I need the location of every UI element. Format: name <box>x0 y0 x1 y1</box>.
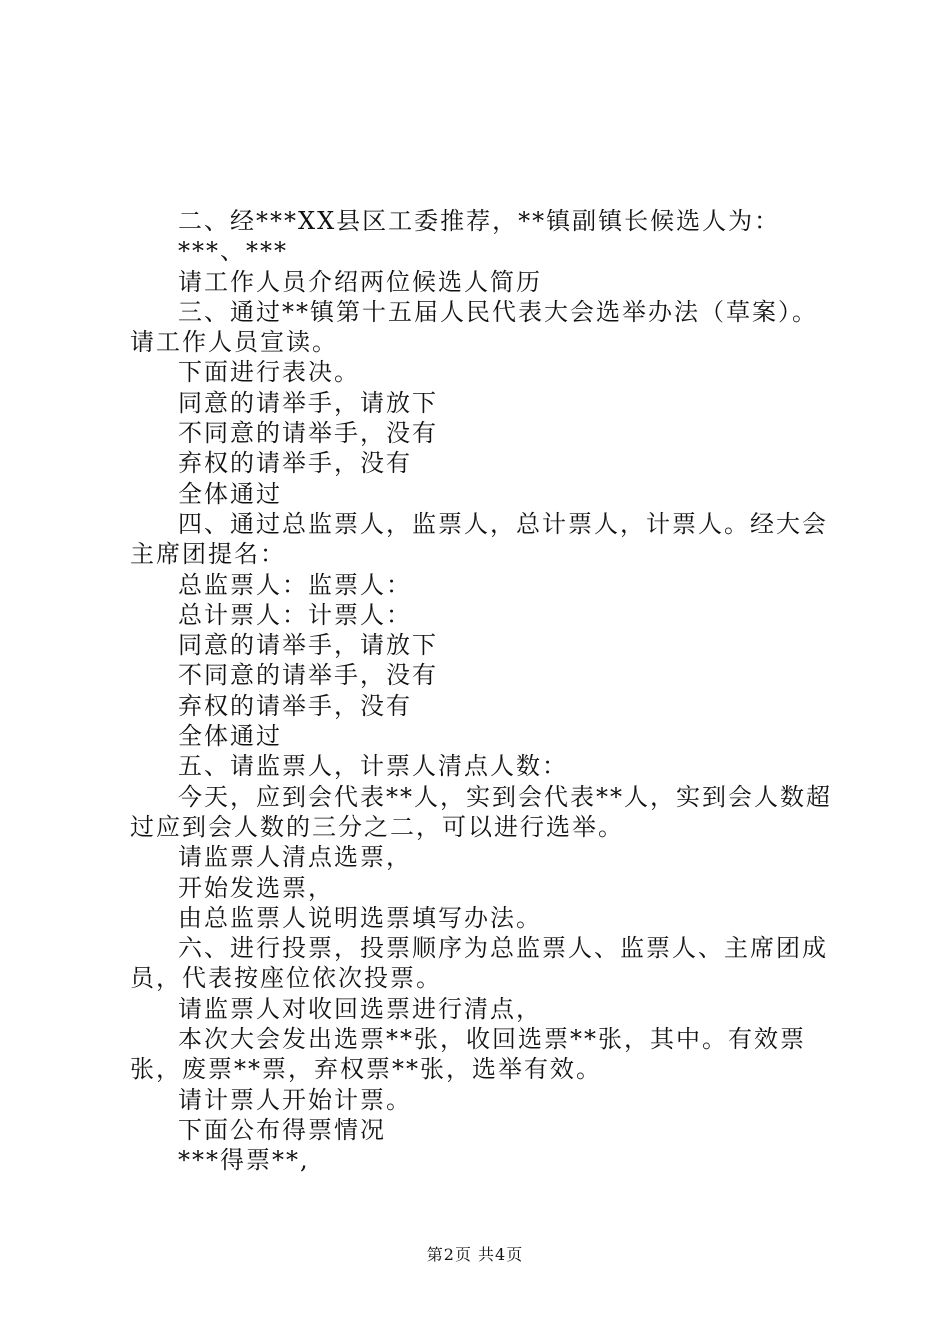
paragraph: 下面公布得票情况 <box>178 1115 386 1144</box>
paragraph: 总监票人：监票人： <box>178 570 412 599</box>
paragraph: 五、请监票人，计票人清点人数： <box>178 752 568 781</box>
paragraph: 二、经***XX县区工委推荐，**镇副镇长候选人为： <box>178 207 781 235</box>
page-footer: 第2页 共4页 <box>426 1245 524 1264</box>
paragraph: 今天，应到会代表**人，实到会代表**人，实到会人数超过应到会人数的三分之二，可以进行选举。 <box>130 782 832 841</box>
paragraph: 同意的请举手，请放下 <box>178 388 438 417</box>
paragraph: 四、通过总监票人，监票人，总计票人，计票人。经大会主席团提名： <box>130 509 828 569</box>
paragraph: 不同意的请举手，没有 <box>178 419 438 448</box>
paragraph: 六、进行投票，投票顺序为总监票人、监票人、主席团成员，代表按座位依次投票。 <box>130 934 828 993</box>
paragraph: 弃权的请举手，没有 <box>178 449 412 478</box>
paragraph: 本次大会发出选票**张，收回选票**张，其中。有效票张，废票**票，弃权票**张，选举有效。 <box>130 1025 806 1084</box>
paragraph: ***得票**, <box>178 1146 310 1175</box>
paragraph: 弃权的请举手，没有 <box>178 691 412 720</box>
paragraph: ***、*** <box>178 237 288 266</box>
paragraph: 三、通过**镇第十五届人民代表大会选举办法（草案）。请工作人员宣读。 <box>130 297 818 357</box>
paragraph: 全体通过 <box>178 722 282 751</box>
paragraph: 请监票人清点选票， <box>178 843 412 872</box>
paragraph: 开始发选票， <box>178 873 334 902</box>
document-body <box>130 206 835 1176</box>
paragraph: 全体通过 <box>178 479 282 508</box>
paragraph: 不同意的请举手，没有 <box>178 661 438 690</box>
paragraph: 请计票人开始计票。 <box>178 1085 412 1114</box>
paragraph: 同意的请举手，请放下 <box>178 631 438 660</box>
paragraph: 总计票人：计票人： <box>178 600 412 629</box>
paragraph: 下面进行表决。 <box>178 358 360 387</box>
paragraph: 请监票人对收回选票进行清点， <box>178 994 542 1023</box>
paragraph: 由总监票人说明选票填写办法。 <box>178 903 542 932</box>
paragraph: 请工作人员介绍两位候选人简历 <box>178 267 542 296</box>
